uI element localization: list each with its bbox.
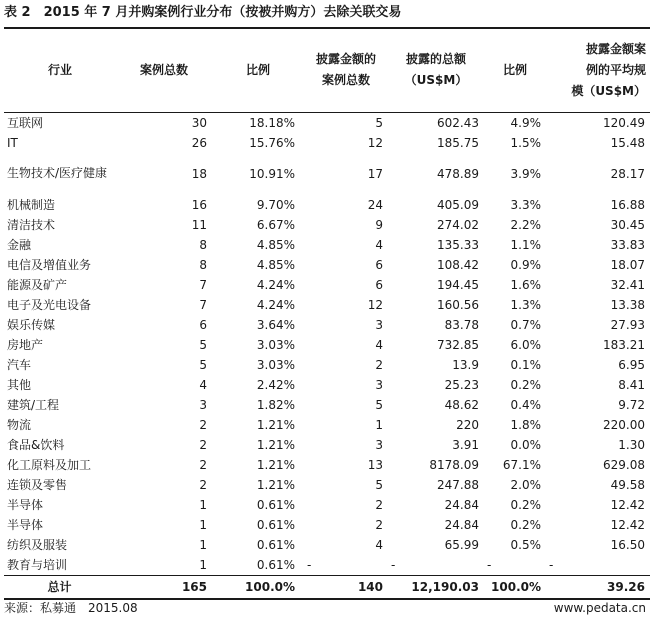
cell-disclosed-total: 3.91 <box>452 437 479 452</box>
table-row <box>4 475 650 495</box>
cell-disclosed-case-count: 3 <box>375 317 383 332</box>
cell-case-count: 3 <box>199 397 207 412</box>
cell-industry: 金融 <box>7 237 32 252</box>
cell-disclosed-total: 478.89 <box>437 166 479 181</box>
table-body <box>4 112 650 575</box>
cell-disclosed-total: 405.09 <box>437 197 479 212</box>
table-row <box>4 495 650 515</box>
cell-case-count: 6 <box>199 317 207 332</box>
cell-disclosed-total: 135.33 <box>437 237 479 252</box>
header-disclosed-ratio: 比例 <box>484 28 546 112</box>
cell-disclosed-ratio: 0.2% <box>510 377 541 392</box>
cell-average-scale: - <box>549 557 554 572</box>
cell-case-count: 2 <box>199 417 207 432</box>
header-industry: 行业 <box>4 28 116 112</box>
cell-ratio: 1.21% <box>256 417 295 432</box>
cell-disclosed-case-count: 13 <box>367 457 383 472</box>
cell-disclosed-total: 185.75 <box>437 135 479 150</box>
header-disclosed-case-count: 披露金额的 案例总数 <box>304 28 388 112</box>
cell-disclosed-ratio: 3.9% <box>510 166 541 181</box>
cell-disclosed-case-count: 17 <box>367 166 383 181</box>
cell-disclosed-case-count: 9 <box>375 217 383 232</box>
header-ratio: 比例 <box>212 28 304 112</box>
table-row <box>4 295 650 315</box>
cell-industry: 半导体 <box>7 497 44 512</box>
cell-disclosed-ratio: 2.2% <box>510 217 541 232</box>
cell-industry: 机械制造 <box>7 197 56 212</box>
cell-ratio: 15.76% <box>249 135 295 150</box>
cell-disclosed-total: 65.99 <box>444 537 479 552</box>
cell-average-scale: 220.00 <box>603 417 645 432</box>
cell-ratio: 0.61% <box>256 557 295 572</box>
cell-disclosed-total: 274.02 <box>437 217 479 232</box>
cell-disclosed-case-count: 12 <box>367 297 383 312</box>
cell-disclosed-ratio: 6.0% <box>510 337 541 352</box>
cell-average-scale: 183.21 <box>603 337 645 352</box>
cell-industry: 半导体 <box>7 517 44 532</box>
cell-industry: 娱乐传媒 <box>7 317 56 332</box>
table-row <box>4 315 650 335</box>
table-row <box>4 455 650 475</box>
cell-disclosed-total: 83.78 <box>444 317 479 332</box>
cell-disclosed-total: 24.84 <box>444 497 479 512</box>
cell-average-scale: 120.49 <box>603 115 645 130</box>
cell-disclosed-case-count: 2 <box>375 357 383 372</box>
source-note: 来源：私募通 2015.08 <box>4 601 138 615</box>
cell-disclosed-total: 24.84 <box>444 517 479 532</box>
cell-disclosed-ratio: 1.8% <box>510 417 541 432</box>
cell-case-count: 30 <box>191 115 207 130</box>
cell-disclosed-ratio: 3.3% <box>510 197 541 212</box>
table-row <box>4 275 650 295</box>
table-row <box>4 435 650 455</box>
cell-case-count: 5 <box>199 357 207 372</box>
cell-disclosed-case-count: 24 <box>367 197 383 212</box>
table-row <box>4 235 650 255</box>
table-row <box>4 515 650 535</box>
table-row <box>4 335 650 355</box>
total-ratio: 100.0% <box>212 575 304 599</box>
cell-industry: 互联网 <box>7 115 44 130</box>
table-row <box>4 133 650 153</box>
cell-disclosed-case-count: - <box>307 557 312 572</box>
table-row <box>4 215 650 235</box>
cell-average-scale: 15.48 <box>610 135 645 150</box>
total-average-scale: 39.26 <box>546 575 650 599</box>
cell-disclosed-case-count: 2 <box>375 497 383 512</box>
table-row <box>4 195 650 215</box>
cell-disclosed-total: 48.62 <box>444 397 479 412</box>
cell-industry: 汽车 <box>7 357 32 372</box>
cell-industry: 房地产 <box>7 337 44 352</box>
cell-case-count: 7 <box>199 297 207 312</box>
cell-disclosed-case-count: 12 <box>367 135 383 150</box>
cell-industry: 化工原料及加工 <box>7 457 92 472</box>
table-row <box>4 555 650 576</box>
cell-disclosed-ratio: 0.2% <box>510 517 541 532</box>
cell-average-scale: 13.38 <box>610 297 645 312</box>
cell-case-count: 1 <box>199 557 207 572</box>
cell-average-scale: 18.07 <box>610 257 645 272</box>
cell-ratio: 3.03% <box>256 337 295 352</box>
cell-average-scale: 1.30 <box>618 437 645 452</box>
cell-disclosed-ratio: 0.1% <box>510 357 541 372</box>
header-average-scale: 披露金额案 例的平均规 模（US$M） <box>546 28 650 112</box>
table-row <box>4 535 650 555</box>
cell-ratio: 6.67% <box>256 217 295 232</box>
cell-ratio: 0.61% <box>256 497 295 512</box>
cell-industry: 食品&饮料 <box>7 437 65 452</box>
cell-disclosed-case-count: 5 <box>375 115 383 130</box>
cell-average-scale: 12.42 <box>610 517 645 532</box>
cell-case-count: 11 <box>191 217 207 232</box>
cell-industry: 物流 <box>7 417 32 432</box>
cell-case-count: 2 <box>199 457 207 472</box>
table-header-row <box>4 28 650 112</box>
cell-disclosed-ratio: 0.7% <box>510 317 541 332</box>
cell-ratio: 1.21% <box>256 457 295 472</box>
cell-ratio: 4.24% <box>256 297 295 312</box>
table-row <box>4 415 650 435</box>
cell-disclosed-case-count: 4 <box>375 337 383 352</box>
cell-disclosed-ratio: - <box>487 557 492 572</box>
cell-industry: 建筑/工程 <box>7 397 60 412</box>
cell-average-scale: 16.50 <box>610 537 645 552</box>
cell-disclosed-total: 160.56 <box>437 297 479 312</box>
cell-ratio: 4.85% <box>256 257 295 272</box>
cell-disclosed-ratio: 1.1% <box>510 237 541 252</box>
table-row <box>4 355 650 375</box>
cell-disclosed-ratio: 0.5% <box>510 537 541 552</box>
cell-disclosed-case-count: 5 <box>375 477 383 492</box>
cell-industry: 连锁及零售 <box>7 477 68 492</box>
total-cases: 165 <box>116 575 212 599</box>
cell-case-count: 2 <box>199 437 207 452</box>
cell-average-scale: 629.08 <box>603 457 645 472</box>
total-row <box>4 575 650 599</box>
cell-disclosed-total: 732.85 <box>437 337 479 352</box>
table-row <box>4 375 650 395</box>
cell-average-scale: 8.41 <box>618 377 645 392</box>
cell-disclosed-case-count: 3 <box>375 437 383 452</box>
cell-ratio: 1.82% <box>256 397 295 412</box>
cell-ratio: 3.03% <box>256 357 295 372</box>
cell-ratio: 1.21% <box>256 477 295 492</box>
cell-case-count: 18 <box>191 166 207 181</box>
cell-case-count: 2 <box>199 477 207 492</box>
cell-average-scale: 30.45 <box>610 217 645 232</box>
cell-case-count: 1 <box>199 537 207 552</box>
cell-disclosed-ratio: 0.0% <box>510 437 541 452</box>
cell-industry: 能源及矿产 <box>7 277 68 292</box>
cell-average-scale: 33.83 <box>610 237 645 252</box>
cell-ratio: 3.64% <box>256 317 295 332</box>
cell-ratio: 2.42% <box>256 377 295 392</box>
cell-disclosed-ratio: 0.2% <box>510 497 541 512</box>
table-row <box>4 255 650 275</box>
cell-ratio: 1.21% <box>256 437 295 452</box>
cell-average-scale: 28.17 <box>610 166 645 181</box>
cell-industry: 电子及光电设备 <box>7 297 92 312</box>
website-credit: www.pedata.cn <box>553 601 646 615</box>
cell-ratio: 0.61% <box>256 517 295 532</box>
table-row <box>4 395 650 415</box>
cell-ratio: 10.91% <box>249 166 295 181</box>
cell-disclosed-ratio: 1.6% <box>510 277 541 292</box>
cell-average-scale: 16.88 <box>610 197 645 212</box>
cell-disclosed-case-count: 6 <box>375 277 383 292</box>
cell-average-scale: 32.41 <box>610 277 645 292</box>
table-title: 表 2 2015 年 7 月并购案例行业分布（按被并购方）去除关联交易 <box>4 5 402 20</box>
cell-case-count: 26 <box>191 135 207 150</box>
cell-disclosed-total: 220 <box>456 417 479 432</box>
cell-ratio: 0.61% <box>256 537 295 552</box>
table-row <box>4 112 650 133</box>
cell-case-count: 16 <box>191 197 207 212</box>
cell-disclosed-case-count: 4 <box>375 237 383 252</box>
industry-distribution-table <box>4 27 650 600</box>
cell-disclosed-case-count: 4 <box>375 537 383 552</box>
cell-average-scale: 9.72 <box>618 397 645 412</box>
cell-disclosed-ratio: 0.4% <box>510 397 541 412</box>
cell-disclosed-total: 194.45 <box>437 277 479 292</box>
cell-disclosed-ratio: 0.9% <box>510 257 541 272</box>
total-disclosed-total: 12,190.03 <box>388 575 484 599</box>
cell-industry: 电信及增值业务 <box>7 257 92 272</box>
cell-disclosed-case-count: 5 <box>375 397 383 412</box>
cell-average-scale: 12.42 <box>610 497 645 512</box>
cell-case-count: 8 <box>199 237 207 252</box>
cell-case-count: 5 <box>199 337 207 352</box>
cell-disclosed-total: 25.23 <box>444 377 479 392</box>
cell-average-scale: 6.95 <box>618 357 645 372</box>
total-label: 总计 <box>4 575 116 599</box>
header-case-count: 案例总数 <box>116 28 212 112</box>
cell-disclosed-ratio: 1.5% <box>510 135 541 150</box>
cell-industry: 生物技术/医疗健康 <box>7 166 108 180</box>
cell-average-scale: 27.93 <box>610 317 645 332</box>
header-disclosed-total: 披露的总额 （US$M） <box>388 28 484 112</box>
cell-ratio: 4.85% <box>256 237 295 252</box>
cell-industry: 其他 <box>7 377 32 392</box>
cell-disclosed-case-count: 3 <box>375 377 383 392</box>
cell-case-count: 8 <box>199 257 207 272</box>
cell-industry: IT <box>7 135 18 150</box>
cell-disclosed-total: 108.42 <box>437 257 479 272</box>
cell-disclosed-ratio: 1.3% <box>510 297 541 312</box>
cell-disclosed-case-count: 6 <box>375 257 383 272</box>
cell-industry: 清洁技术 <box>7 217 56 232</box>
cell-disclosed-ratio: 2.0% <box>510 477 541 492</box>
cell-disclosed-case-count: 2 <box>375 517 383 532</box>
cell-disclosed-total: 602.43 <box>437 115 479 130</box>
cell-ratio: 9.70% <box>256 197 295 212</box>
cell-ratio: 4.24% <box>256 277 295 292</box>
cell-disclosed-total: - <box>391 557 396 572</box>
cell-case-count: 4 <box>199 377 207 392</box>
total-disclosed-ratio: 100.0% <box>484 575 546 599</box>
table-row <box>4 153 650 195</box>
cell-disclosed-ratio: 4.9% <box>510 115 541 130</box>
cell-case-count: 1 <box>199 497 207 512</box>
cell-case-count: 7 <box>199 277 207 292</box>
cell-case-count: 1 <box>199 517 207 532</box>
total-disclosed-cases: 140 <box>304 575 388 599</box>
cell-disclosed-total: 8178.09 <box>429 457 479 472</box>
cell-ratio: 18.18% <box>249 115 295 130</box>
cell-disclosed-total: 13.9 <box>452 357 479 372</box>
cell-industry: 纺织及服装 <box>7 537 68 552</box>
cell-disclosed-total: 247.88 <box>437 477 479 492</box>
cell-disclosed-ratio: 67.1% <box>502 457 541 472</box>
cell-average-scale: 49.58 <box>610 477 645 492</box>
cell-industry: 教育与培训 <box>7 557 68 572</box>
cell-disclosed-case-count: 1 <box>375 417 383 432</box>
